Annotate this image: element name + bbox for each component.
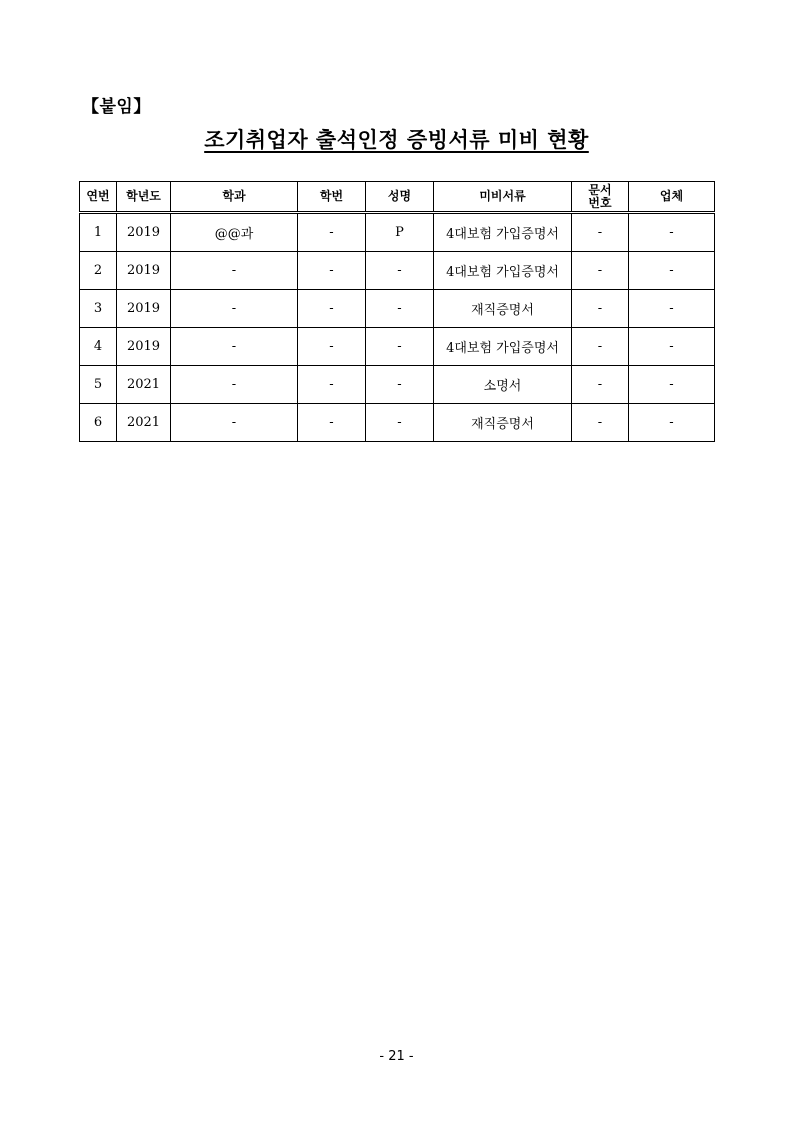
cell-missing-docs: 재직증명서 (434, 290, 572, 328)
cell-no: 5 (80, 366, 117, 404)
cell-department: - (171, 252, 298, 290)
cell-year: 2019 (117, 290, 171, 328)
cell-no: 1 (80, 213, 117, 252)
cell-name: - (366, 404, 434, 442)
cell-company: - (629, 213, 715, 252)
document-title (0, 124, 793, 154)
header-no: 연번 (80, 182, 117, 213)
cell-no: 6 (80, 404, 117, 442)
attachment-label: 【붙임】 (82, 97, 151, 117)
table-row (80, 290, 715, 328)
table-body (80, 213, 715, 442)
cell-year: 2019 (117, 252, 171, 290)
cell-missing-docs: 소명서 (434, 366, 572, 404)
cell-company: - (629, 252, 715, 290)
cell-name: - (366, 328, 434, 366)
table-row (80, 328, 715, 366)
cell-doc-number: - (572, 404, 629, 442)
cell-department: @@과 (171, 213, 298, 252)
missing-documents-table (79, 181, 715, 442)
document-title-text: 조기취업자 출석인정 증빙서류 미비 현황 (204, 128, 589, 152)
cell-no: 4 (80, 328, 117, 366)
cell-no: 3 (80, 290, 117, 328)
cell-student-id: - (298, 290, 366, 328)
header-name: 성명 (366, 182, 434, 213)
cell-department: - (171, 290, 298, 328)
table-row (80, 252, 715, 290)
cell-year: 2019 (117, 213, 171, 252)
header-doc-number-line1: 문서 (588, 182, 612, 197)
table-row (80, 404, 715, 442)
header-missing-docs: 미비서류 (434, 182, 572, 213)
cell-department: - (171, 404, 298, 442)
cell-student-id: - (298, 252, 366, 290)
cell-name: P (366, 213, 434, 252)
header-doc-number (572, 182, 629, 213)
cell-company: - (629, 366, 715, 404)
cell-student-id: - (298, 404, 366, 442)
cell-company: - (629, 328, 715, 366)
cell-name: - (366, 290, 434, 328)
header-year: 학년도 (117, 182, 171, 213)
cell-doc-number: - (572, 213, 629, 252)
cell-student-id: - (298, 366, 366, 404)
cell-year: 2021 (117, 404, 171, 442)
cell-missing-docs: 4대보험 가입증명서 (434, 252, 572, 290)
cell-student-id: - (298, 328, 366, 366)
cell-doc-number: - (572, 328, 629, 366)
cell-doc-number: - (572, 252, 629, 290)
cell-year: 2021 (117, 366, 171, 404)
cell-no: 2 (80, 252, 117, 290)
cell-doc-number: - (572, 290, 629, 328)
cell-missing-docs: 4대보험 가입증명서 (434, 328, 572, 366)
cell-department: - (171, 328, 298, 366)
cell-company: - (629, 290, 715, 328)
cell-missing-docs: 재직증명서 (434, 404, 572, 442)
header-doc-number-line2: 번호 (588, 195, 612, 210)
table-row (80, 213, 715, 252)
table-row (80, 366, 715, 404)
cell-student-id: - (298, 213, 366, 252)
header-company: 업체 (629, 182, 715, 213)
header-department: 학과 (171, 182, 298, 213)
cell-name: - (366, 252, 434, 290)
cell-department: - (171, 366, 298, 404)
cell-name: - (366, 366, 434, 404)
page-number: - 21 - (379, 1049, 414, 1064)
cell-year: 2019 (117, 328, 171, 366)
table-header-row (80, 182, 715, 213)
header-student-id: 학번 (298, 182, 366, 213)
cell-missing-docs: 4대보험 가입증명서 (434, 213, 572, 252)
cell-doc-number: - (572, 366, 629, 404)
cell-company: - (629, 404, 715, 442)
